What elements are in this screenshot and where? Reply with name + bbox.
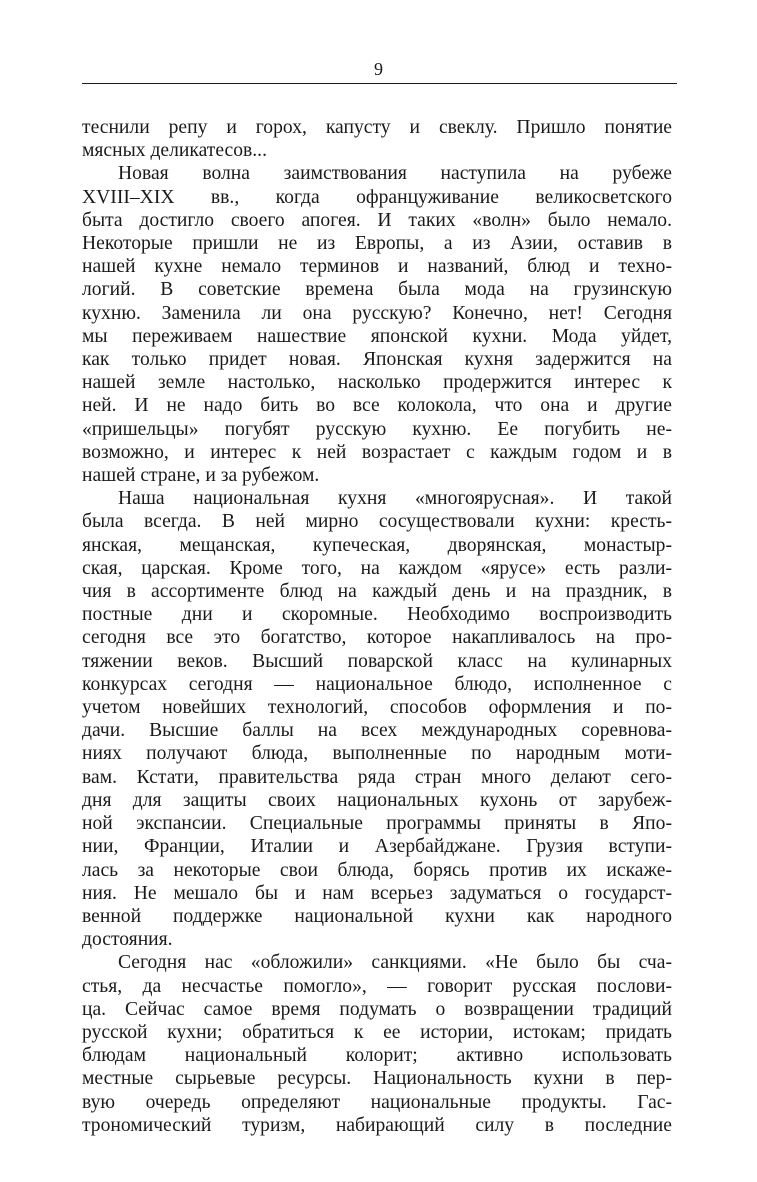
text-line: ниях получают блюда, выполненные по народным моти- — [82, 743, 672, 765]
text-line: ца. Сейчас самое время подумать о возвращении традиций — [82, 998, 672, 1020]
text-line: быта достигло своего апогея. И таких «волн» было немало. — [82, 209, 672, 231]
body-text — [82, 116, 672, 1137]
text-line: ней. И не надо бить во все колокола, что она и другие — [82, 395, 672, 417]
text-line: постные дни и скоромные. Необходимо воспроизводить — [82, 604, 672, 626]
text-line: мясных деликатесов... — [82, 140, 267, 162]
text-line: учетом новейших технологий, способов оформления и по- — [82, 697, 672, 719]
text-line: мы переживаем нашествие японской кухни. Мода уйдет, — [82, 325, 672, 347]
text-line: нашей стране, и за рубежом. — [82, 465, 320, 487]
text-line: конкурсах сегодня — национальное блюдо, исполненное с — [82, 673, 672, 695]
text-line: нашей земле настолько, насколько продержится интерес к — [82, 372, 672, 394]
text-line: русской кухни; обратиться к ее истории, истокам; придать — [82, 1021, 672, 1043]
paragraph — [82, 116, 672, 162]
paragraph — [82, 487, 672, 951]
text-line: нии, Франции, Италии и Азербайджане. Грузия вступи- — [82, 836, 672, 858]
text-line: достояния. — [82, 929, 173, 951]
text-line: вам. Кстати, правительства ряда стран много делают сего- — [82, 766, 672, 788]
text-line: лась за некоторые свои блюда, борясь против их искаже- — [82, 859, 672, 881]
text-line: логий. В советские времена была мода на грузинскую — [82, 279, 672, 301]
text-line: «пришельцы» погубят русскую кухню. Ее погубить не- — [82, 418, 672, 440]
text-line: дня для защиты своих национальных кухонь от зарубеж- — [82, 789, 672, 811]
text-line: ская, царская. Кроме того, на каждом «ярусе» есть разли- — [82, 557, 672, 579]
text-line: Новая волна заимствования наступила на рубеже — [118, 163, 672, 185]
text-line: венной поддержке национальной кухни как народного — [82, 905, 672, 927]
text-line: стья, да несчастье помогло», — говорит русская послови- — [82, 975, 672, 997]
text-line: дачи. Высшие баллы на всех международных соревнова- — [82, 720, 672, 742]
text-line: тяжении веков. Высший поварской класс на кулинарных — [82, 650, 672, 672]
header-rule — [82, 83, 677, 84]
paragraph — [82, 951, 672, 1137]
text-line: нашей кухне немало терминов и названий, блюд и техно- — [82, 256, 672, 278]
text-line: ной экспансии. Специальные программы приняты в Япо- — [82, 813, 672, 835]
text-line: была всегда. В ней мирно сосуществовали кухни: кресть- — [82, 511, 672, 533]
text-line: кухню. Заменила ли она русскую? Конечно, нет! Сегодня — [82, 302, 672, 324]
text-line: Наша национальная кухня «многоярусная». И такой — [118, 488, 672, 510]
text-line: блюдам национальный колорит; активно использовать — [82, 1045, 672, 1067]
text-line: сегодня все это богатство, которое накапливалось на про- — [82, 627, 672, 649]
text-line: возможно, и интерес к ней возрастает с каждым годом и в — [82, 441, 672, 463]
text-line: XVIII–XIX вв., когда офранцуживание великосветского — [82, 186, 672, 208]
page-number: 9 — [374, 59, 383, 79]
text-line: как только придет новая. Японская кухня задержится на — [82, 349, 672, 371]
text-line: местные сырьевые ресурсы. Национальность кухни в пер- — [82, 1068, 672, 1090]
text-line: теснили репу и горох, капусту и свеклу. Пришло понятие — [82, 117, 672, 138]
text-line: янская, мещанская, купеческая, дворянская, монастыр- — [82, 534, 672, 556]
text-line: ния. Не мешало бы и нам всерьез задуматься о государст- — [82, 882, 672, 904]
text-line: вую очередь определяют национальные продукты. Гас- — [82, 1091, 672, 1113]
paragraph — [82, 162, 672, 487]
text-line: Некоторые пришли не из Европы, а из Азии, оставив в — [82, 233, 672, 255]
text-line: Сегодня нас «обложили» санкциями. «Не было бы сча- — [118, 952, 672, 974]
text-line: трономический туризм, набирающий силу в последние — [82, 1114, 672, 1136]
text-line: чия в ассортименте блюд на каждый день и на праздник, в — [82, 581, 672, 603]
paragraphs-container — [82, 116, 672, 1137]
